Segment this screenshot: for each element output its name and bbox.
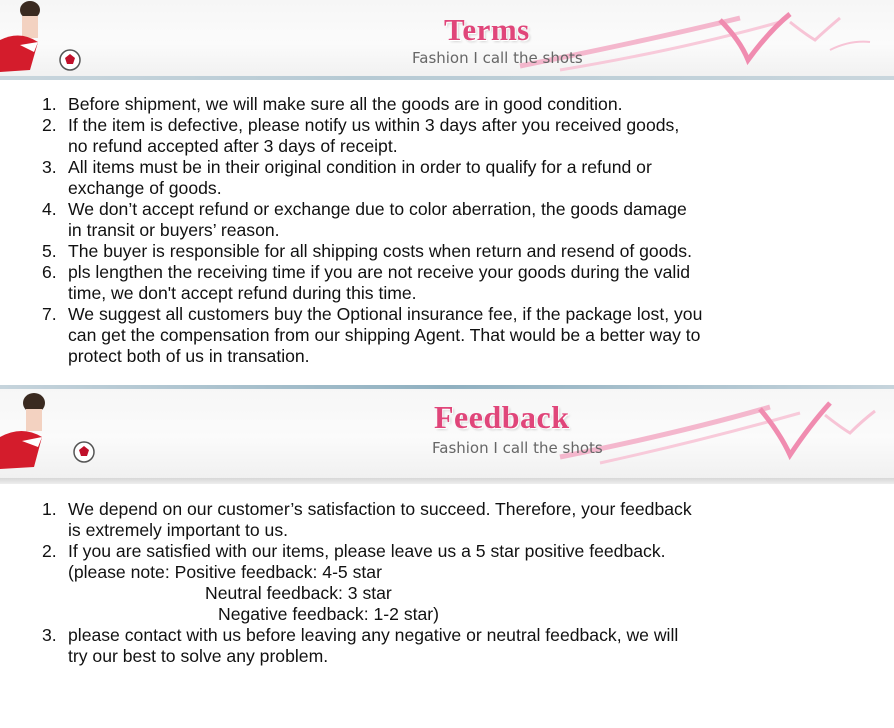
item-text: The buyer is responsible for all shipping costs when return and resend of goods. [68,241,692,261]
item-number: 4. [42,199,57,219]
item-number: 2. [42,541,57,561]
item-number: 3. [42,157,57,177]
feedback-subtitle: Fashion I call the shots [432,439,603,457]
item-text: We don’t accept refund or exchange due to color aberration, the goods damage [68,199,687,219]
list-item [42,304,702,367]
item-number: 1. [42,94,57,114]
feedback-list [42,499,692,667]
section-divider [0,478,894,484]
list-item [42,115,702,157]
item-number: 5. [42,241,57,261]
banner-divider [0,76,894,80]
item-text: Negative feedback: 1-2 star) [218,604,440,624]
item-text: All items must be in their original condition in order to qualify for a refund or [68,157,652,177]
feedback-title: Feedback [434,399,570,435]
item-text: no refund accepted after 3 days of receipt. [68,136,398,156]
item-text: is extremely important to us. [68,520,288,540]
item-text: If the item is defective, please notify us within 3 days after you received goods, [68,115,680,135]
list-item [42,625,692,667]
item-text: protect both of us in transation. [68,346,310,366]
item-number: 1. [42,499,57,519]
item-text: in transit or buyers’ reason. [68,220,280,240]
item-number: 3. [42,625,57,645]
list-item [42,499,692,541]
item-text: time, we don't accept refund during this time. [68,283,417,303]
list-item [42,199,702,241]
list-item [42,541,692,625]
item-text: please contact with us before leaving any negative or neutral feedback, we will [68,625,679,645]
item-text: pls lengthen the receiving time if you are not receive your goods during the valid [68,262,691,282]
feedback-banner [0,385,894,480]
list-item [42,241,702,262]
terms-banner [0,0,894,80]
terms-subtitle: Fashion I call the shots [412,49,583,67]
item-number: 6. [42,262,57,282]
item-text: We suggest all customers buy the Optional insurance fee, if the package lost, you [68,304,703,324]
item-text: Before shipment, we will make sure all the goods are in good condition. [68,94,623,114]
item-text: (please note: Positive feedback: 4-5 star [68,562,382,582]
list-item [42,94,702,115]
terms-title: Terms [444,12,530,47]
item-text: exchange of goods. [68,178,222,198]
terms-list [42,94,702,367]
item-number: 7. [42,304,57,324]
item-number: 2. [42,115,57,135]
list-item [42,157,702,199]
item-text: Neutral feedback: 3 star [205,583,392,603]
list-item [42,262,702,304]
item-text: If you are satisfied with our items, please leave us a 5 star positive feedback. [68,541,666,561]
item-text: can get the compensation from our shipping Agent. That would be a better way to [68,325,701,345]
item-text: try our best to solve any problem. [68,646,329,666]
item-text: We depend on our customer’s satisfaction to succeed. Therefore, your feedback [68,499,692,519]
